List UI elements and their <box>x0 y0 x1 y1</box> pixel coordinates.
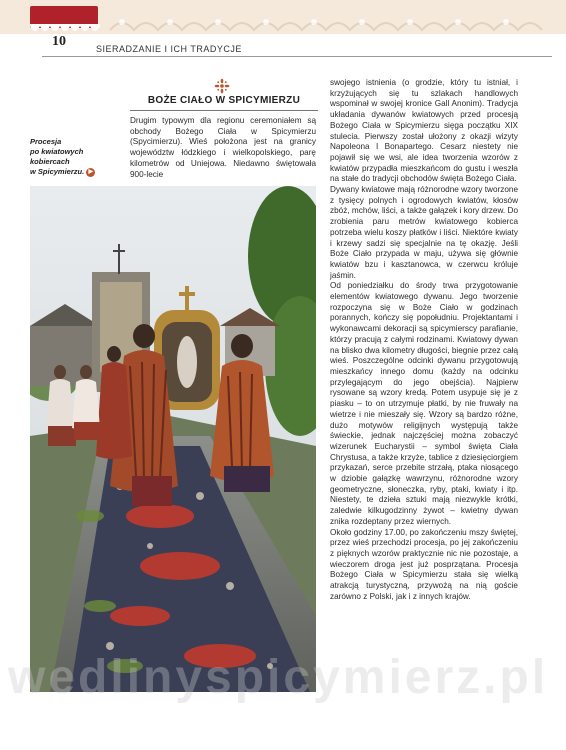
paragraph: Od poniedziałku do środy trwa przygotowanie elementów kwiatowego dywanu. Jego tworzenie rozpoczyna się w Boże Ciało w godzinach porannych, kończy się popołudniu. Projektantami i wykonawcami dekoracji są spicymierscy parafianie, którzy pracują z całymi rodzinami. Kwiatowy dywan na blisko dwa kilometry długości, biegnie przez całą wieś. Poszczególne odcinki dywanu przygotowują mieszkańcy innego domu (każdy na odcinku przylegającym do jego obejścia). Najpierw rysowane są wzory kredą. Potem usypuje się je z piasku – to on utrzymuje płatki, by nie fruwały na wietrze i nie mieszały się. Wzory są bardzo różne, dużo motywów religijnych występują także świeckie, jednak najczęściej można zobaczyć wizerunek Eucharystii – symbol święta Ciała Chrystusa, a także krzyże, tablice z dziesięciorgiem przykazań, serce przebite strzałą, ptaka niosącego w dziobie gałązkę wawrzynu, różnorodne wzory geometryczne, słoneczka, ryby, ptaki, kwiaty i itp. Niestety, te dzieła sztuki mają niezwykle krótki, zaledwie kilkugodzinny żywot – kwietny dywan znika rozdeptany przez wiernych. <box>330 281 518 526</box>
caption-line: w Spicymierzu. ▶ <box>30 167 108 177</box>
right-column-text <box>330 78 518 602</box>
header-rule <box>42 56 552 57</box>
photo-caption <box>30 137 108 177</box>
running-header: SIERADZANIE I ICH TRADYCJE <box>96 44 242 54</box>
lace-border <box>20 0 560 42</box>
page-number: 10 <box>52 34 66 49</box>
procession-photo <box>30 186 316 692</box>
paragraph: Około godziny 17.00, po zakończeniu mszy świętej, przez wieś przechodzi procesja, po jej zakończeniu z pięknych wzorów praktycznie nic nie pozostaje, a wieczorem droga jest już posprzątana. Procesja Bożego Ciała w Spicymierzu stała się wielką atrakcją turystyczną, przywożą na nią goście zarówno z Polski, jak i z innych krajów. <box>330 527 518 601</box>
paragraph: Drugim typowym dla regionu ceremoniałem są obchody Bożego Ciała w Spicymierzu (Spycimierzu). Wieś położona jest na granicy województw łódzkiego i wielkopolskiego, parę kilometrów od Uniejowa. Niedawno świętowała 900-lecie <box>130 116 316 179</box>
caption-line: Procesja <box>30 137 62 146</box>
flower-ornament-icon <box>214 78 230 94</box>
left-column-text <box>130 116 316 180</box>
title-rule <box>130 110 318 111</box>
paragraph: Dywany kwiatowe mają różnorodne wzory tworzone z tysięcy polnych i ogrodowych kwiatów, kłosów zbóż, mchów, liści, a także gałązek i kory drzew. Do zrobienia paru metrów kwiatowego kobierca potrzeba wielu koszy płatków i liści. Niektóre kwiaty i krzewy sadzi się specjalnie na tę okazję. Jeśli Boże Ciało przypada w maju, używa się głównie kwiatów bzu i kasztanowca, w czerwcu króluje jaśmin. <box>330 185 518 280</box>
paragraph: swojego istnienia (o grodzie, który tu istniał, i krzyżujących się tu szlakach handlowych wspominał w swojej kronice Gall Anonim). Tradycja układania dywanów kwiatowych przed procesją Bożego Ciała w Spicymierzu sięga początku XIX stulecia. Pierwszy został ułożony z okazji wizyty Napoleona I Bonapartego. Cesarz niestety nie pojawił się we wsi, ale idea tworzenia wzorów z kwiatów przypadła mieszkańcom do gustu i weszła na stałe do tradycji obchodów święta Bożego Ciała. <box>330 78 518 184</box>
caption-line: po kwiatowych <box>30 147 84 156</box>
arrow-right-icon: ▶ <box>86 168 95 177</box>
article-title: BOŻE CIAŁO W SPICYMIERZU <box>147 95 301 106</box>
watermark: wedlinyspicymierz.pl <box>8 651 549 704</box>
caption-line: kobiercach <box>30 157 70 166</box>
